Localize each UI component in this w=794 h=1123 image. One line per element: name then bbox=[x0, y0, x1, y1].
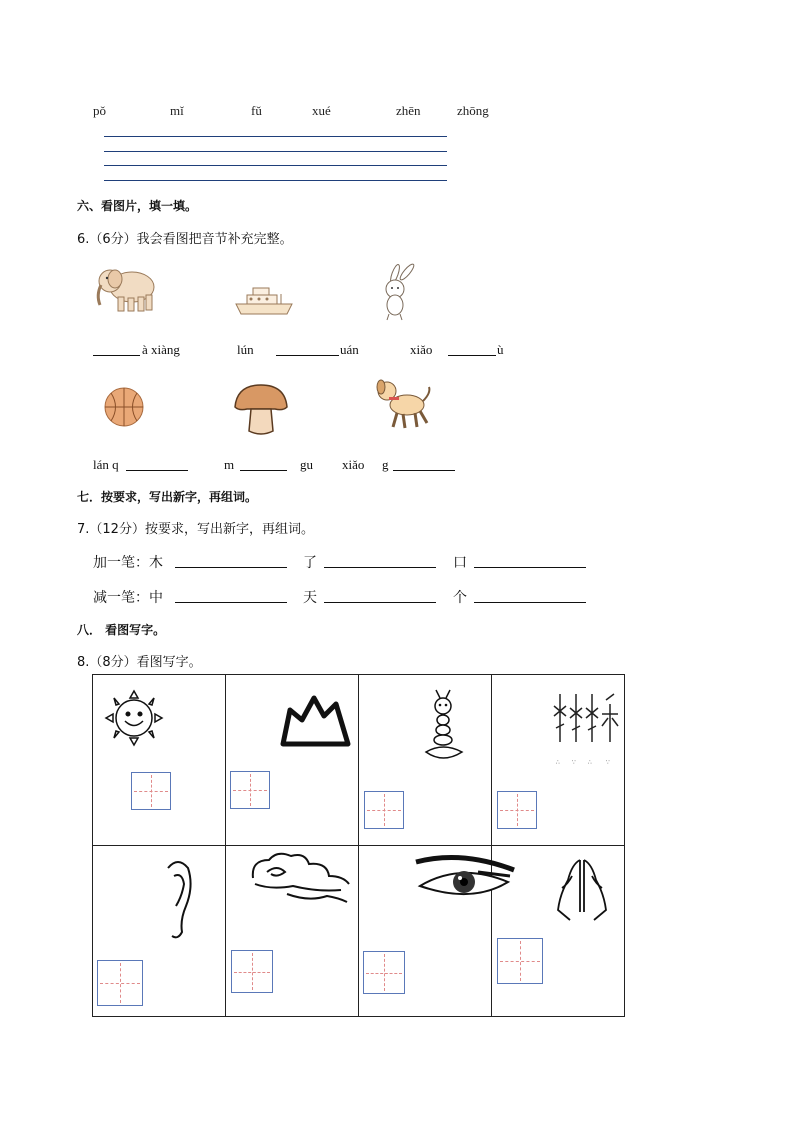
mushroom-image bbox=[231, 381, 291, 439]
question-7: 7.（12分）按要求，写出新字，再组词。 bbox=[77, 522, 314, 537]
blank-4[interactable] bbox=[126, 470, 188, 471]
sub-char-3: 个 bbox=[453, 590, 467, 606]
insect-image bbox=[418, 688, 468, 768]
row1-text-4: xiǎo bbox=[410, 342, 433, 357]
section-6-heading: 六、看图片，填一填。 bbox=[77, 199, 198, 213]
writing-box-hands[interactable] bbox=[497, 938, 543, 984]
row1-text-2: lún bbox=[237, 342, 254, 357]
sub-char-2: 天 bbox=[303, 590, 317, 606]
add-char-3: 口 bbox=[453, 555, 467, 571]
row1-text-3: uán bbox=[340, 342, 359, 357]
add-blank-1[interactable] bbox=[175, 567, 287, 568]
row2-text-2: m bbox=[224, 457, 235, 472]
writing-box-ear[interactable] bbox=[97, 960, 143, 1006]
svg-text:∴: ∴ bbox=[588, 759, 592, 766]
row1-text-5: ù bbox=[497, 342, 504, 357]
writing-box-grain[interactable] bbox=[497, 791, 537, 829]
section-8-heading: 八． 看图写字。 bbox=[77, 623, 166, 637]
blank-5[interactable] bbox=[240, 470, 287, 471]
elephant-image bbox=[94, 263, 164, 315]
writing-box-cloud[interactable] bbox=[231, 950, 273, 993]
hands-image bbox=[550, 854, 614, 926]
blank-6[interactable] bbox=[393, 470, 455, 471]
cloud-image bbox=[247, 850, 355, 906]
mountain-image bbox=[280, 692, 352, 748]
section-7-heading: 七．按要求，写出新字，再组词。 bbox=[77, 490, 258, 504]
blank-2[interactable] bbox=[276, 355, 339, 356]
writing-line-1 bbox=[104, 136, 447, 137]
sub-blank-2[interactable] bbox=[324, 602, 436, 603]
add-char-2: 了 bbox=[303, 555, 317, 571]
ear-image bbox=[160, 856, 196, 942]
eye-image bbox=[412, 852, 518, 904]
sub-blank-3[interactable] bbox=[474, 602, 586, 603]
writing-box-sun[interactable] bbox=[131, 772, 171, 810]
row2-text-3: gu bbox=[300, 457, 313, 472]
add-stroke-label: 加一笔：木 bbox=[93, 555, 163, 571]
add-blank-3[interactable] bbox=[474, 567, 586, 568]
add-blank-2[interactable] bbox=[324, 567, 436, 568]
row2-text-5: g bbox=[382, 457, 389, 472]
pinyin-xue: xué bbox=[312, 103, 331, 118]
rabbit-image bbox=[373, 262, 425, 322]
writing-box-mountain[interactable] bbox=[230, 771, 270, 809]
pinyin-po: pǒ bbox=[93, 103, 106, 118]
pinyin-zhong: zhōng bbox=[457, 103, 489, 118]
svg-text:∵: ∵ bbox=[572, 759, 576, 766]
sub-stroke-label: 减一笔：中 bbox=[93, 590, 163, 606]
pinyin-mi: mǐ bbox=[170, 103, 184, 118]
grain-character-evolution-image bbox=[550, 690, 622, 770]
question-8: 8.（8分）看图写字。 bbox=[77, 655, 202, 670]
question-6: 6.（6分）我会看图把音节补充完整。 bbox=[77, 232, 293, 247]
writing-box-eye[interactable] bbox=[363, 951, 405, 994]
sub-blank-1[interactable] bbox=[175, 602, 287, 603]
svg-text:∵: ∵ bbox=[606, 759, 610, 766]
svg-text:∴: ∴ bbox=[556, 759, 560, 766]
puppy-image bbox=[371, 375, 435, 433]
writing-box-insect[interactable] bbox=[364, 791, 404, 829]
blank-3[interactable] bbox=[448, 355, 496, 356]
writing-line-3 bbox=[104, 165, 447, 166]
pinyin-zhen: zhēn bbox=[396, 103, 421, 118]
writing-line-4 bbox=[104, 180, 447, 181]
pinyin-fu: fǔ bbox=[251, 103, 262, 118]
writing-line-2 bbox=[104, 151, 447, 152]
basketball-image bbox=[102, 385, 146, 429]
blank-1[interactable] bbox=[93, 355, 140, 356]
picture-grid bbox=[92, 674, 625, 1017]
row2-text-4: xiǎo bbox=[342, 457, 365, 472]
row1-text-1: à xiàng bbox=[142, 342, 180, 357]
ship-image bbox=[233, 280, 295, 318]
sun-image bbox=[98, 683, 170, 753]
row2-text-1: lán q bbox=[93, 457, 119, 472]
